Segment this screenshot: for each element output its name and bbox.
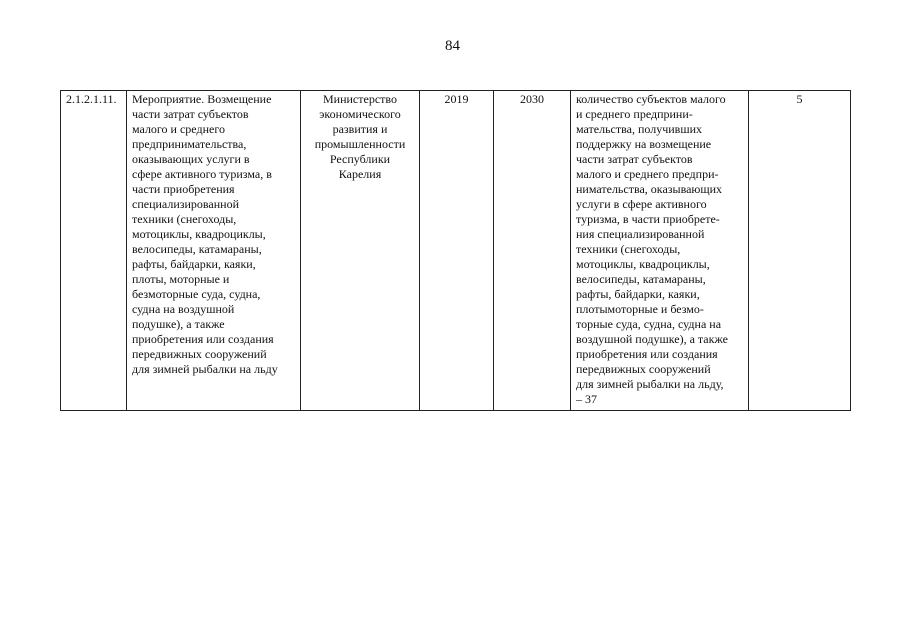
text-line: нимательства, оказывающих xyxy=(576,182,723,196)
text-line: промышленности xyxy=(314,137,406,151)
text-line: плотымоторные и безмо- xyxy=(576,302,704,316)
text-line: услуги в сфере активного xyxy=(576,197,707,211)
text-line: ния специализированной xyxy=(576,227,705,241)
cell-event xyxy=(127,91,301,411)
indicator-text xyxy=(576,92,743,407)
text-line: плоты, моторные и xyxy=(132,272,230,286)
text-line: экономического xyxy=(319,107,401,121)
text-line: техники (снегоходы, xyxy=(132,212,237,226)
text-line: малого и среднего предпри- xyxy=(576,167,719,181)
text-line: – 37 xyxy=(576,392,597,406)
text-line: для зимней рыбалки на льду, xyxy=(576,377,724,391)
cell-year-end: 2030 xyxy=(494,91,571,411)
executor-text xyxy=(306,92,414,182)
text-line: мательства, получивших xyxy=(576,122,702,136)
text-line: мотоциклы, квадроциклы, xyxy=(576,257,710,271)
table-row xyxy=(61,91,851,411)
cell-code: 2.1.2.1.11. xyxy=(61,91,127,411)
text-line: малого и среднего xyxy=(132,122,225,136)
text-line: оказывающих услуги в xyxy=(132,152,250,166)
cell-indicator xyxy=(571,91,749,411)
text-line: рафты, байдарки, каяки, xyxy=(576,287,700,301)
text-line: воздушной подушке), а также xyxy=(576,332,728,346)
text-line: судна на воздушной xyxy=(132,302,235,316)
cell-executor xyxy=(301,91,420,411)
text-line: Мероприятие. Возмещение xyxy=(132,92,272,106)
text-line: велосипеды, катамараны, xyxy=(132,242,262,256)
text-line: рафты, байдарки, каяки, xyxy=(132,257,256,271)
text-line: поддержку на возмещение xyxy=(576,137,712,151)
text-line: сфере активного туризма, в xyxy=(132,167,272,181)
text-line: Республики xyxy=(329,152,391,166)
program-table xyxy=(60,90,851,411)
text-line: мотоциклы, квадроциклы, xyxy=(132,227,266,241)
text-line: и среднего предприни- xyxy=(576,107,693,121)
page-number: 84 xyxy=(445,38,460,54)
text-line: части приобретения xyxy=(132,182,235,196)
cell-value: 5 xyxy=(749,91,851,411)
text-line: части затрат субъектов xyxy=(576,152,693,166)
text-line: туризма, в части приобрете- xyxy=(576,212,720,226)
text-line: предпринимательства, xyxy=(132,137,247,151)
text-line: части затрат субъектов xyxy=(132,107,249,121)
text-line: передвижных сооружений xyxy=(132,347,267,361)
text-line: специализированной xyxy=(132,197,240,211)
cell-year-start: 2019 xyxy=(420,91,494,411)
text-line: велосипеды, катамараны, xyxy=(576,272,706,286)
text-line: приобретения или создания xyxy=(576,347,718,361)
text-line: безмоторные суда, судна, xyxy=(132,287,261,301)
text-line: для зимней рыбалки на льду xyxy=(132,362,278,376)
text-line: передвижных сооружений xyxy=(576,362,711,376)
text-line: приобретения или создания xyxy=(132,332,274,346)
text-line: количество субъектов малого xyxy=(576,92,726,106)
text-line: подушке), а также xyxy=(132,317,225,331)
text-line: развития и xyxy=(332,122,388,136)
event-text xyxy=(132,92,295,377)
text-line: торные суда, судна, судна на xyxy=(576,317,722,331)
text-line: техники (снегоходы, xyxy=(576,242,681,256)
text-line: Карелия xyxy=(338,167,382,181)
text-line: Министерство xyxy=(323,92,397,106)
